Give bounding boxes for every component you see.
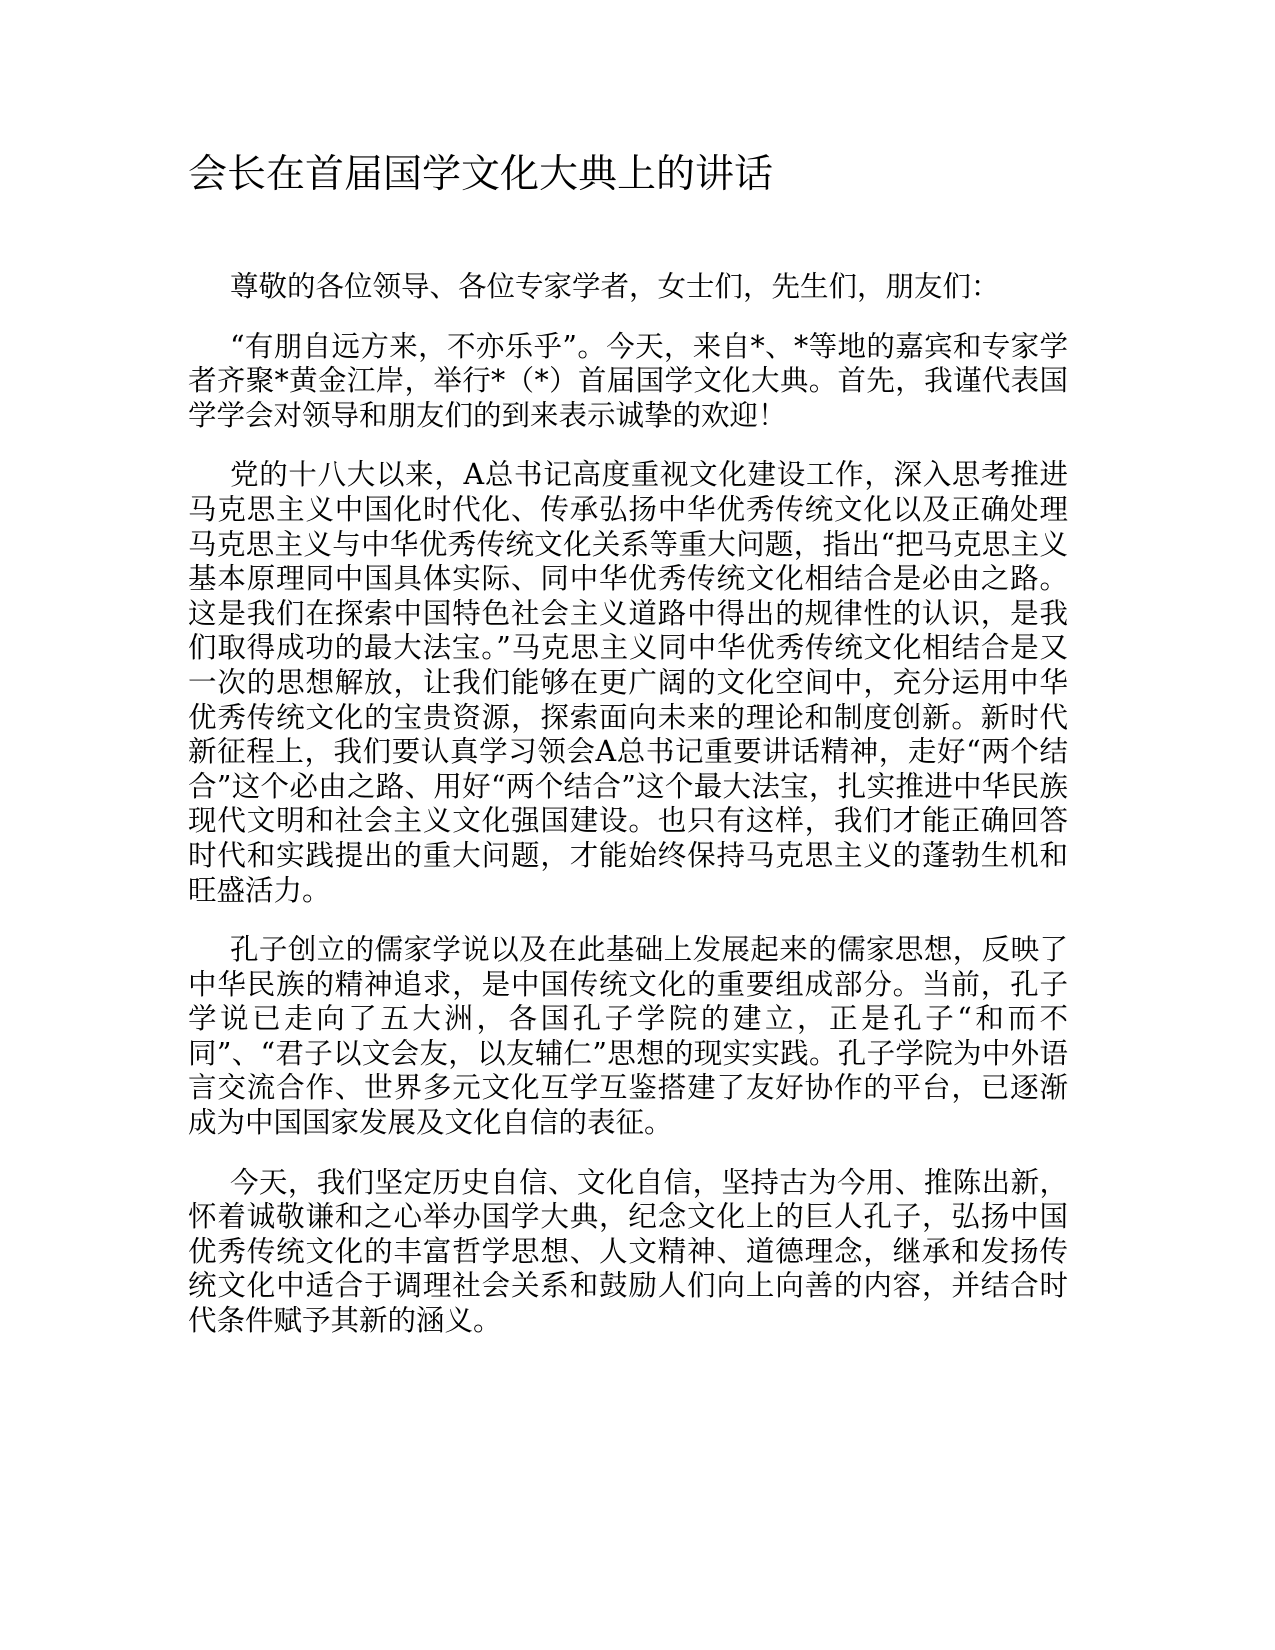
salutation-paragraph: 尊敬的各位领导、各位专家学者，女士们，先生们，朋友们： [230,270,1000,303]
document-body [188,270,1068,1364]
document-title: 会长在首届国学文化大典上的讲话 [188,152,774,197]
body-paragraph: 孔子创立的儒家学说以及在此基础上发展起来的儒家思想，反映了中华民族的精神追求，是中国传统文化的重要组成部分。当前，孔子学说已走向了五大洲，各国孔子学院的建立，正是孔子“和而不同”、“君子以文会友，以友辅仁”思想的现实实践。孔子学院为中外语言交流合作、世界多元文化互学互鉴搭建了友好协作的平台，已逐渐成为中国国家发展及文化自信的表征。 [188,933,1068,1140]
body-paragraph: “有朋自远方来，不亦乐乎”。今天，来自*、*等地的嘉宾和专家学者齐聚*黄金江岸，举行*（*）首届国学文化大典。首先，我谨代表国学学会对领导和朋友们的到来表示诚挚的欢迎！ [188,329,1068,432]
body-paragraph: 党的十八大以来，A总书记高度重视文化建设工作，深入思考推进马克思主义中国化时代化、传承弘扬中华优秀传统文化以及正确处理马克思主义与中华优秀传统文化关系等重大问题，指出“把马克思主义基本原理同中国具体实际、同中华优秀传统文化相结合是必由之路。这是我们在探索中国特色社会主义道路中得出的规律性的认识，是我们取得成功的最大法宝。”马克思主义同中华优秀传统文化相结合是又一次的思想解放，让我们能够在更广阔的文化空间中，充分运用中华优秀传统文化的宝贵资源，探索面向未来的理论和制度创新。新时代新征程上，我们要认真学习领会A总书记重要讲话精神，走好“两个结合”这个必由之路、用好“两个结合”这个最大法宝，扎实推进中华民族现代文明和社会主义文化强国建设。也只有这样，我们才能正确回答时代和实践提出的重大问题，才能始终保持马克思主义的蓬勃生机和旺盛活力。 [188,458,1068,907]
body-paragraph: 今天，我们坚定历史自信、文化自信，坚持古为今用、推陈出新，怀着诚敬谦和之心举办国学大典，纪念文化上的巨人孔子，弘扬中国优秀传统文化的丰富哲学思想、人文精神、道德理念，继承和发扬传统文化中适合于调理社会关系和鼓励人们向上向善的内容，并结合时代条件赋予其新的涵义。 [188,1165,1068,1338]
